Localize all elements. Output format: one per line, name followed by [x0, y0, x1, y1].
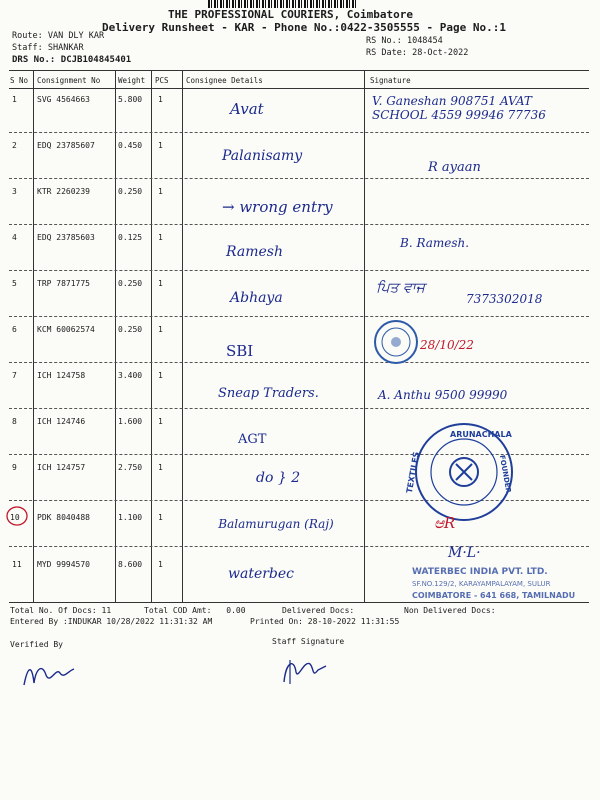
row-sno: 4: [12, 233, 17, 242]
row-pcs: 1: [158, 187, 163, 196]
row-pcs: 1: [158, 560, 163, 569]
row-separator: [9, 546, 589, 547]
row-sno: 9: [12, 463, 17, 472]
drs-label: DRS No.:: [12, 55, 56, 65]
row-weight: 0.250: [118, 279, 143, 288]
row-sno: 10: [10, 513, 20, 522]
table-top-rule: [9, 70, 589, 71]
row-signature-handwritten: A. Anthu 9500 99990: [378, 388, 508, 402]
row-consignment: KCM 60062574: [37, 325, 95, 334]
row-sno: 6: [12, 325, 17, 334]
row-separator: [9, 270, 589, 271]
row-weight: 1.600: [118, 417, 143, 426]
row-separator: [9, 132, 589, 133]
route-label: Route:: [12, 31, 43, 41]
row-signature-handwritten: 28/10/22: [420, 338, 474, 352]
row-consignment: EDQ 23785607: [37, 141, 95, 150]
row-pcs: 1: [158, 233, 163, 242]
stamp-text-left: TEXTILES: [404, 451, 421, 494]
row-pcs: 1: [158, 417, 163, 426]
row-consignee-handwritten: Ramesh: [226, 244, 283, 260]
row-consignment: ICH 124757: [37, 463, 86, 472]
row-pcs: 1: [158, 279, 163, 288]
stamp-text-right: FOUNDER: [497, 454, 513, 494]
row-consignee-handwritten: AGT: [238, 432, 267, 447]
total-docs-value: 11: [101, 606, 112, 615]
row-signature-handwritten: V. Ganeshan 908751 AVAT SCHOOL 4559 99946 77736: [372, 94, 546, 122]
row-consignee-handwritten: Balamurugan (Raj): [218, 517, 334, 531]
row-consignee-handwritten: Abhaya: [230, 290, 283, 306]
col-divider: [115, 70, 116, 602]
row-signature-handwritten: B. Ramesh.: [400, 236, 470, 250]
col-header-consignee: Consignee Details: [186, 76, 263, 85]
table-bottom-rule: [9, 602, 589, 603]
row-sno: 8: [12, 417, 17, 426]
col-header-signature: Signature: [370, 76, 411, 85]
route-value: VAN DLY KAR: [47, 31, 105, 41]
row-weight: 8.600: [118, 560, 143, 569]
row-pcs: 1: [158, 463, 163, 472]
row-consignee-handwritten: Sneap Traders.: [218, 386, 319, 401]
total-cod-label: Total COD Amt:: [144, 606, 212, 615]
staff-label: Staff:: [12, 43, 43, 53]
total-docs-label: Total No. Of Docs:: [10, 606, 97, 615]
verifier-signature: [20, 655, 80, 695]
row-consignee-handwritten: waterbec: [228, 566, 295, 582]
row-separator: [9, 178, 589, 179]
waterbec-stamp-line3: COIMBATORE - 641 668, TAMILNADU: [412, 591, 576, 600]
barcode: [208, 0, 356, 8]
row-sno: 2: [12, 141, 17, 150]
row-consignee-handwritten: → wrong entry: [222, 198, 333, 216]
row-separator: [9, 408, 589, 409]
row-pcs: 1: [158, 513, 163, 522]
waterbec-stamp-line2: SF.NO.129/2, KARAYAMPALAYAM, SULUR: [412, 580, 551, 588]
row-consignment: TRP 7871775: [37, 279, 90, 288]
row-signature-handwritten: R ayaan: [428, 160, 481, 175]
company-title: THE PROFESSIONAL COURIERS, Coimbatore: [168, 8, 414, 21]
row-sno: 11: [12, 560, 22, 569]
delivered-docs-label: Delivered Docs:: [282, 606, 355, 615]
row-weight: 0.125: [118, 233, 143, 242]
row-weight: 0.450: [118, 141, 143, 150]
non-delivered-docs-label: Non Delivered Docs:: [404, 606, 496, 615]
row-consignment: SVG 4564663: [37, 95, 90, 104]
row-separator: [9, 224, 589, 225]
row-pcs: 1: [158, 141, 163, 150]
row-consignee-handwritten: Palanisamy: [222, 148, 303, 164]
row-sno: 3: [12, 187, 17, 196]
row-separator: [9, 362, 589, 363]
staff-signature: [276, 650, 336, 690]
col-divider: [182, 70, 183, 602]
printed-on: Printed On: 28-10-2022 11:31:55: [250, 617, 400, 626]
red-signature: ಆR: [434, 514, 456, 532]
route-info: [12, 31, 104, 41]
row-weight: 0.250: [118, 325, 143, 334]
total-cod: [144, 606, 246, 615]
rs-date-label: RS Date:: [366, 48, 407, 58]
row-pcs: 1: [158, 325, 163, 334]
row-sno: 5: [12, 279, 17, 288]
row-consignee-handwritten: Avat: [230, 100, 264, 118]
staff-value: SHANKAR: [47, 43, 84, 53]
row-weight: 0.250: [118, 187, 143, 196]
col-header-weight: Weight: [118, 76, 146, 85]
table-header-rule: [9, 88, 589, 89]
total-docs: [10, 606, 111, 615]
waterbec-stamp-line1: WATERBEC INDIA PVT. LTD.: [412, 567, 548, 577]
row-sno: 1: [12, 95, 17, 104]
drs-value: DCJB104845401: [60, 55, 132, 65]
verified-by-label: Verified By: [10, 640, 63, 649]
row-consignee-handwritten: SBI: [226, 342, 254, 360]
row-consignment: KTR 2260239: [37, 187, 90, 196]
row-consignee-handwritten: do } 2: [256, 470, 301, 486]
row-weight: 3.400: [118, 371, 143, 380]
row-weight: 2.750: [118, 463, 143, 472]
row-weight: 1.100: [118, 513, 143, 522]
col-divider: [33, 70, 34, 602]
col-header-sno: S No: [10, 76, 29, 85]
rs-no-value: 1048454: [406, 36, 443, 46]
staff-signature-label: Staff Signature: [272, 637, 345, 646]
row-pcs: 1: [158, 95, 163, 104]
scribble-mark: ਪਿਤ ਵਾਜ: [376, 280, 425, 296]
row-separator: [9, 316, 589, 317]
rs-no-label: RS No.:: [366, 36, 402, 46]
col-divider: [364, 70, 365, 602]
scribble-mark: M·L·: [448, 545, 481, 561]
row-consignment: EDQ 23785603: [37, 233, 95, 242]
col-header-consignment: Consignment No: [37, 76, 101, 85]
col-divider: [151, 70, 152, 602]
rs-no-info: [366, 36, 443, 46]
row-sno: 7: [12, 371, 17, 380]
row-consignment: ICH 124758: [37, 371, 86, 380]
rs-date-value: 28-Oct-2022: [412, 48, 469, 58]
stamp-text-top: ARUNACHALA: [450, 430, 512, 439]
bank-round-stamp: [372, 318, 420, 366]
staff-info: [12, 43, 84, 53]
row-consignment: MYD 9994570: [37, 560, 90, 569]
row-weight: 5.800: [118, 95, 143, 104]
drs-info: [12, 55, 131, 65]
row-pcs: 1: [158, 371, 163, 380]
row-signature-handwritten: 7373302018: [466, 292, 543, 306]
row-consignment: ICH 124746: [37, 417, 86, 426]
total-cod-value: 0.00: [226, 606, 246, 615]
runsheet-subtitle: Delivery Runsheet - KAR - Phone No.:0422-3505555 - Page No.:1: [102, 21, 506, 34]
row-consignment: PDK 8040488: [37, 513, 90, 522]
rs-date-info: [366, 48, 468, 58]
entered-by: Entered By :INDUKAR 10/28/2022 11:31:32 AM: [10, 617, 213, 626]
col-header-pcs: PCS: [155, 76, 169, 85]
